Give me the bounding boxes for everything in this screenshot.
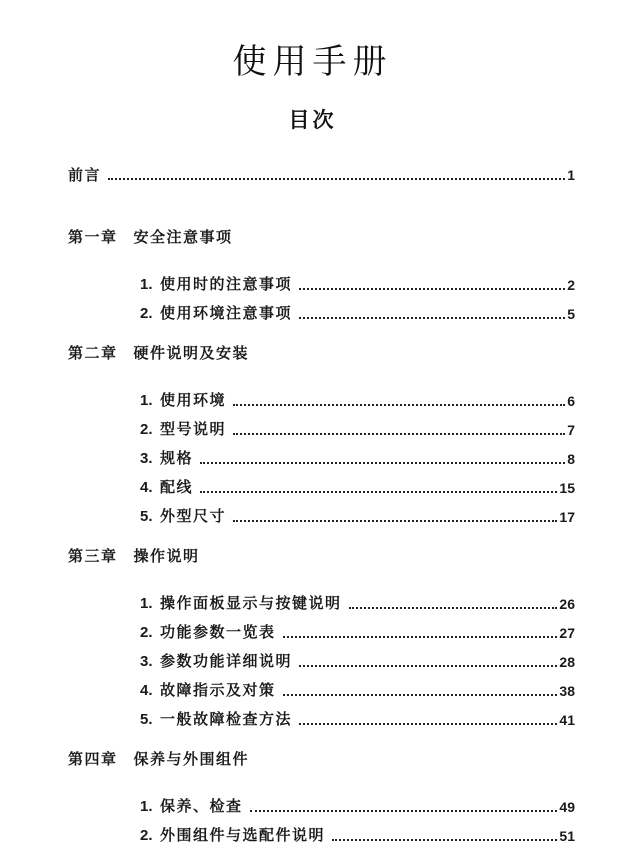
toc-entry: [140, 647, 575, 676]
toc-entry-label: 使用环境: [160, 391, 227, 409]
toc-chapter-2: [68, 344, 575, 531]
chapter-number-label: 第二章: [68, 345, 118, 362]
toc-entry-number: 5.: [140, 710, 153, 728]
chapter-heading: [68, 344, 575, 364]
toc-entry-number: 1.: [140, 391, 153, 409]
toc-entry-page-number: 8: [567, 450, 575, 467]
toc-entry-page-number: 15: [559, 479, 575, 496]
chapter-title: 硬件说明及安装: [133, 345, 250, 362]
toc-entry-label: 功能参数一览表: [160, 623, 276, 641]
toc-entry: [140, 792, 575, 821]
toc-entry: [140, 473, 575, 502]
toc-entry-label: 使用时的注意事项: [160, 275, 293, 293]
chapter-title: 操作说明: [133, 548, 200, 565]
toc-entry-page-number: 38: [559, 682, 575, 699]
dot-leader: [233, 433, 565, 435]
toc-entry-page-number: 2: [567, 276, 575, 293]
toc-entry-page-number: 6: [567, 392, 575, 409]
toc-entry: [140, 676, 575, 705]
toc-entry-page-number: 1: [567, 167, 575, 183]
chapter-item-list: [68, 386, 575, 531]
toc-entry-number: 1.: [140, 275, 153, 293]
toc-entry: [140, 270, 575, 299]
toc-entry-page-number: 17: [559, 508, 575, 525]
chapter-number-label: 第四章: [68, 751, 118, 768]
dot-leader: [299, 665, 557, 667]
dot-leader: [283, 636, 558, 638]
toc-entry-page-number: 51: [559, 827, 575, 844]
toc-entry-label: 故障指示及对策: [160, 681, 276, 699]
toc-entry: [140, 618, 575, 647]
toc-entry-label: 操作面板显示与按键说明: [160, 594, 342, 612]
toc-entry-label: 前言: [68, 167, 102, 184]
toc-entry-label: 一般故障检查方法: [160, 710, 293, 728]
toc-entry-label: 外型尺寸: [160, 507, 227, 525]
toc-entry-label: 使用环境注意事项: [160, 304, 293, 322]
dot-leader: [349, 607, 558, 609]
toc-entry-number: 4.: [140, 681, 153, 699]
toc-entry: [140, 444, 575, 473]
chapter-heading: [68, 228, 575, 248]
dot-leader: [200, 462, 565, 464]
chapter-heading: [68, 547, 575, 567]
toc-entry-label: 型号说明: [160, 420, 227, 438]
chapter-number-label: 第三章: [68, 548, 118, 565]
toc-entry-page-number: 5: [567, 305, 575, 322]
toc-entry-label: 参数功能详细说明: [160, 652, 293, 670]
chapter-number-label: 第一章: [68, 229, 118, 246]
chapter-item-list: [68, 589, 575, 734]
toc-entry-number: 1.: [140, 797, 153, 815]
toc-entry-page-number: 41: [559, 711, 575, 728]
chapter-item-list: [68, 270, 575, 328]
toc-entry-number: 4.: [140, 478, 153, 496]
toc-entry-label: 外围组件与选配件说明: [160, 826, 326, 844]
toc-entry-preface: [68, 166, 575, 184]
chapter-title: 安全注意事项: [133, 229, 233, 246]
toc-entry: [140, 415, 575, 444]
toc-entry-label: 规格: [160, 449, 194, 467]
dot-leader: [233, 404, 565, 406]
toc-entry: [140, 299, 575, 328]
toc-heading: 目次: [288, 107, 337, 132]
table-of-contents: [68, 166, 575, 850]
dot-leader: [299, 723, 557, 725]
dot-leader: [299, 288, 565, 290]
chapter-item-list: [68, 792, 575, 850]
toc-entry-number: 2.: [140, 826, 153, 844]
toc-chapter-3: [68, 547, 575, 734]
dot-leader: [332, 839, 557, 841]
page-title: 使用手册: [232, 42, 393, 82]
toc-entry-number: 2.: [140, 623, 153, 641]
dot-leader: [299, 317, 565, 319]
chapter-title: 保养与外围组件: [133, 751, 250, 768]
toc-chapter-1: [68, 228, 575, 328]
toc-chapter-4: [68, 750, 575, 850]
dot-leader: [233, 520, 557, 522]
toc-entry-number: 5.: [140, 507, 153, 525]
dot-leader: [283, 694, 558, 696]
toc-entry-number: 3.: [140, 652, 153, 670]
toc-entry-page-number: 49: [559, 798, 575, 815]
dot-leader: [250, 810, 558, 812]
toc-entry-page-number: 27: [559, 624, 575, 641]
toc-entry: [140, 705, 575, 734]
toc-entry-page-number: 7: [567, 421, 575, 438]
toc-entry-number: 2.: [140, 304, 153, 322]
toc-entry-page-number: 26: [559, 595, 575, 612]
toc-entry: [140, 386, 575, 415]
chapter-heading: [68, 750, 575, 770]
dot-leader: [200, 491, 557, 493]
toc-entry-number: 2.: [140, 420, 153, 438]
toc-entry: [140, 589, 575, 618]
dot-leader: [108, 178, 565, 180]
toc-entry: [140, 821, 575, 850]
toc-entry: [140, 502, 575, 531]
toc-entry-page-number: 28: [559, 653, 575, 670]
toc-entry-number: 1.: [140, 594, 153, 612]
toc-entry-label: 配线: [160, 478, 194, 496]
toc-entry-label: 保养、检查: [160, 797, 243, 815]
toc-entry-number: 3.: [140, 449, 153, 467]
